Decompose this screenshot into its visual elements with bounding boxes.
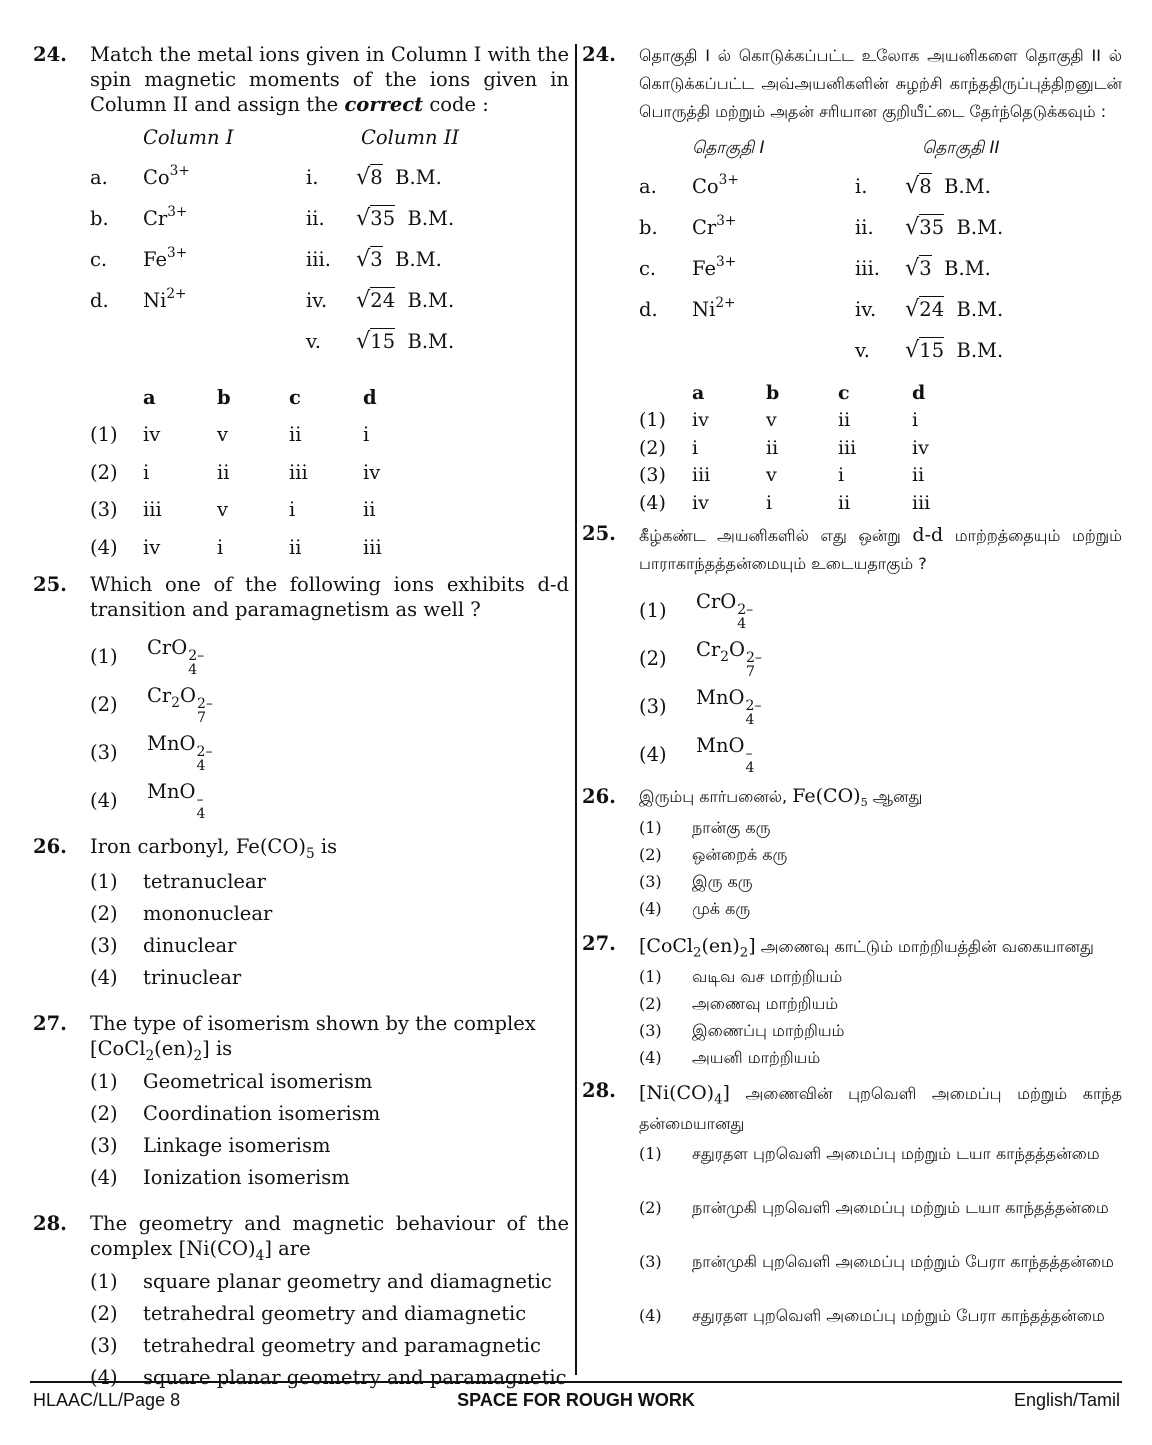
code-value: v: [766, 464, 777, 487]
unit: B.M.: [956, 339, 1004, 362]
code-value: i: [217, 535, 224, 559]
match-row: [639, 215, 1003, 256]
code-value: iv: [912, 436, 929, 459]
option-number: (4): [639, 491, 666, 514]
answer-option[interactable]: [90, 1301, 569, 1333]
option-number: (2): [639, 436, 666, 459]
ion-symbol: Ni: [692, 298, 716, 321]
answer-codes: [90, 378, 423, 566]
unit: B.M.: [407, 330, 455, 353]
option-number: (3): [639, 694, 667, 718]
answer-option[interactable]: [639, 730, 1122, 778]
option-number: (3): [639, 872, 662, 891]
ion-symbol: Fe: [692, 257, 717, 280]
code-value: v: [217, 423, 229, 447]
code-value: iv: [363, 460, 381, 484]
moment-value: 24: [919, 298, 945, 321]
formula: MnO 2– 4: [147, 732, 213, 774]
row-letter: a.: [90, 166, 108, 189]
question-27-en: [33, 1011, 569, 1197]
formula: MnO – 4: [696, 734, 755, 776]
moment-value: 15: [919, 339, 945, 362]
code-value: v: [766, 409, 777, 432]
option-number: (2): [639, 1198, 662, 1217]
option-text: இரு கரு: [692, 872, 753, 891]
tamil-column: [582, 42, 1122, 1367]
moment-value: 8: [919, 175, 932, 198]
answer-option[interactable]: [639, 407, 972, 435]
option-text: அயனி மாற்றியம்: [692, 1048, 821, 1067]
answer-option[interactable]: [639, 1303, 1122, 1357]
column-2-header: தொகுதி II: [922, 138, 1000, 158]
answer-option[interactable]: [639, 896, 1122, 923]
option-number: (3): [90, 934, 118, 957]
unit: B.M.: [395, 166, 442, 189]
option-number: (4): [90, 966, 118, 989]
ion-symbol: Co: [143, 166, 170, 189]
question-28-en: [33, 1211, 569, 1397]
code-header: d: [912, 381, 926, 404]
language-label: English/Tamil: [1013, 1390, 1120, 1410]
match-rows: [90, 165, 454, 370]
code-header: d: [363, 385, 377, 409]
code-value: ii: [766, 436, 779, 459]
code-header: b: [217, 385, 231, 409]
row-letter: d.: [639, 298, 658, 321]
option-text: நான்கு கரு: [692, 818, 771, 837]
question-text: $[CoCl_2(en)_2]$ அணைவு காட்டும் மாற்றியத்தின் வகையானது: [639, 935, 1094, 961]
option-text: Coordination isomerism: [143, 1102, 381, 1125]
formula: $Cr_2O$ 2– 7: [147, 684, 213, 726]
row-numeral: ii.: [855, 216, 874, 239]
moment-value: 15: [370, 330, 396, 353]
answer-option[interactable]: [639, 964, 1122, 991]
code-header: c: [838, 381, 850, 404]
answer-option[interactable]: [90, 933, 569, 965]
code-value: i: [692, 436, 699, 459]
answer-option[interactable]: [639, 682, 1122, 730]
answer-option[interactable]: [639, 815, 1122, 842]
sqrt-icon: √: [356, 164, 371, 190]
code-value: iv: [143, 423, 161, 447]
ion-symbol: Fe: [143, 248, 168, 271]
option-text: ஒன்றைக் கரு: [692, 845, 788, 864]
options: [90, 1269, 569, 1397]
ion-charge: 3+: [169, 163, 190, 180]
row-numeral: ii.: [306, 207, 325, 230]
code-header: c: [289, 385, 301, 409]
sqrt-icon: √: [905, 173, 920, 199]
code-value: iv: [692, 409, 709, 432]
option-number: (4): [639, 899, 662, 918]
question-number: 28.: [582, 1079, 616, 1102]
answer-option[interactable]: [90, 901, 569, 933]
option-number: (4): [90, 535, 118, 559]
option-number: (3): [90, 1334, 118, 1357]
column-2-header: Column II: [361, 126, 460, 149]
answer-option[interactable]: [90, 416, 423, 454]
answer-option[interactable]: [90, 632, 569, 680]
code-header-row: [90, 378, 423, 416]
sqrt-icon: √: [905, 214, 920, 240]
question-number: 28.: [33, 1212, 67, 1235]
row-numeral: v.: [306, 330, 321, 353]
answer-option[interactable]: [639, 435, 972, 463]
code-value: i: [289, 498, 296, 522]
moment-value: 35: [919, 216, 945, 239]
code-value: ii: [217, 460, 230, 484]
option-text: square planar geometry and paramagnetic: [143, 1366, 567, 1389]
row-letter: c.: [639, 257, 657, 280]
option-text: இணைப்பு மாற்றியம்: [692, 1021, 845, 1040]
answer-option[interactable]: [639, 1141, 1122, 1195]
row-numeral: i.: [306, 166, 319, 189]
code-value: iv: [692, 491, 709, 514]
option-number: (1): [90, 1070, 118, 1093]
answer-option[interactable]: [90, 1101, 569, 1133]
option-text: சதுரதள புறவெளி அமைப்பு மற்றும் டயா காந்தத்தன்மை: [692, 1144, 1100, 1163]
option-text: tetrahedral geometry and paramagnetic: [143, 1334, 541, 1357]
option-number: (4): [639, 1048, 662, 1067]
option-text: அணைவு மாற்றியம்: [692, 994, 839, 1013]
answer-option[interactable]: [90, 454, 423, 492]
answer-option[interactable]: [90, 1333, 569, 1365]
formula: $Cr_2O$ 2– 7: [696, 638, 762, 680]
unit: B.M.: [407, 289, 455, 312]
answer-option[interactable]: [90, 1165, 569, 1197]
match-table: [639, 136, 1000, 170]
answer-option[interactable]: [639, 1249, 1122, 1303]
answer-option[interactable]: [639, 991, 1122, 1018]
code-value: ii: [838, 491, 851, 514]
question-text: The geometry and magnetic behaviour of the complex $[Ni(CO)_4]$ are: [90, 1212, 569, 1264]
moment-value: 24: [370, 289, 396, 312]
sqrt-icon: √: [356, 205, 371, 231]
option-number: (2): [639, 994, 662, 1013]
option-number: (4): [90, 1366, 118, 1389]
options: [90, 1069, 569, 1197]
option-number: (1): [639, 818, 662, 837]
question-25-en: [33, 572, 569, 824]
ion-symbol: Co: [692, 175, 719, 198]
question-text: $[Ni(CO)_4]$ அணைவின் புறவெளி அமைப்பு மற்றும் காந்த தன்மையானது: [639, 1082, 1122, 1133]
question-number: 24.: [582, 43, 616, 66]
formula: MnO – 4: [147, 780, 206, 822]
moment-value: 3: [919, 257, 932, 280]
answer-option[interactable]: [90, 869, 569, 901]
option-number: (3): [90, 740, 118, 764]
row-numeral: iv.: [306, 289, 328, 312]
code-value: i: [363, 423, 370, 447]
option-text: mononuclear: [143, 902, 273, 925]
question-24-ta: [582, 42, 1122, 517]
question-text: தொகுதி I ல் கொடுக்கப்பட்ட உலோக அயனிகளை தொகுதி II ல் கொடுக்கப்பட்ட அவ்அயனிகளின் சுழற்சி காந்ததிருப்புத்திறனுடன் பொருத்தி மற்றும் அதன் சரியான குறியீட்டை தேர்ந்தெடுக்கவும் :: [639, 46, 1122, 121]
unit: B.M.: [956, 298, 1004, 321]
moment-value: 8: [370, 166, 383, 189]
unit: B.M.: [407, 207, 455, 230]
question-text: கீழ்கண்ட அயனிகளில் எது ஒன்று d-d மாற்றத்தையும் மற்றும் பாராகாந்தத்தன்மையும் உடையதாகும் ?: [639, 524, 1122, 573]
match-row: [90, 329, 454, 370]
option-number: (2): [90, 692, 118, 716]
unit: B.M.: [944, 257, 991, 280]
option-number: (2): [90, 1302, 118, 1325]
option-number: (1): [639, 598, 667, 622]
code-value: iii: [912, 491, 931, 514]
column-1-header: தொகுதி I: [692, 138, 765, 158]
option-number: (2): [639, 845, 662, 864]
row-letter: b.: [90, 207, 109, 230]
options: [639, 586, 1122, 778]
code-header: a: [143, 385, 156, 409]
option-text: tetrahedral geometry and diamagnetic: [143, 1302, 527, 1325]
code-value: iii: [143, 498, 162, 522]
option-number: (4): [639, 1306, 662, 1325]
row-numeral: i.: [855, 175, 868, 198]
question-text: இரும்பு கார்பனைல், $Fe(CO)_5$ ஆனது: [639, 785, 923, 809]
answer-option[interactable]: [639, 842, 1122, 869]
question-26-ta: [582, 784, 1122, 923]
code-value: i: [912, 409, 919, 432]
answer-option[interactable]: [639, 869, 1122, 896]
options: [639, 964, 1122, 1072]
code-value: ii: [912, 464, 925, 487]
question-28-ta: [582, 1078, 1122, 1357]
answer-option[interactable]: [90, 965, 569, 997]
question-number: 27.: [582, 932, 616, 955]
code-value: ii: [289, 535, 302, 559]
question-25-ta: [582, 521, 1122, 778]
answer-option[interactable]: [90, 1269, 569, 1301]
code-value: iv: [143, 535, 161, 559]
option-text: சதுரதள புறவெளி அமைப்பு மற்றும் பேரா காந்தத்தன்மை: [692, 1306, 1105, 1325]
code-value: ii: [363, 498, 376, 522]
answer-option[interactable]: [639, 586, 1122, 634]
answer-option[interactable]: [90, 776, 569, 824]
sqrt-icon: √: [356, 246, 371, 272]
ion-charge: 2+: [166, 286, 187, 303]
ion-charge: 2+: [715, 295, 736, 312]
question-text: Match the metal ions given in Column I with the spin magnetic moments of the ions given in Column II and assign the correct code :: [90, 43, 569, 116]
code-value: i: [143, 460, 150, 484]
question-27-ta: [582, 931, 1122, 1072]
match-row: [639, 297, 1003, 338]
option-text: square planar geometry and diamagnetic: [143, 1270, 552, 1293]
answer-option[interactable]: [90, 728, 569, 776]
question-26-en: [33, 834, 569, 997]
row-numeral: v.: [855, 339, 870, 362]
code-value: v: [217, 498, 229, 522]
match-row: [90, 165, 454, 206]
answer-option[interactable]: [90, 529, 423, 567]
options: [90, 869, 569, 997]
code-value: iii: [838, 436, 857, 459]
answer-codes: [639, 379, 972, 517]
code-value: ii: [838, 409, 851, 432]
match-row: [639, 174, 1003, 215]
formula: CrO 2– 4: [696, 590, 754, 632]
sqrt-icon: √: [356, 287, 371, 313]
page-id: HLAAC/LL/Page 8: [33, 1390, 181, 1410]
option-number: (2): [90, 902, 118, 925]
match-row: [639, 256, 1003, 297]
answer-option[interactable]: [90, 491, 423, 529]
option-number: (3): [90, 1134, 118, 1157]
options: [639, 815, 1122, 923]
code-header: b: [766, 381, 780, 404]
moment-value: 3: [370, 248, 383, 271]
question-24-en: [33, 42, 569, 566]
code-value: ii: [289, 423, 302, 447]
option-number: (3): [90, 498, 118, 522]
answer-option[interactable]: [639, 462, 972, 490]
question-text: The type of isomerism shown by the complex $[CoCl_2(en)_2]$ is: [90, 1012, 536, 1064]
options: [90, 632, 569, 824]
question-number: 25.: [33, 573, 67, 596]
code-value: i: [766, 491, 773, 514]
match-table: [90, 125, 459, 161]
question-number: 25.: [582, 522, 616, 545]
ion-charge: 3+: [716, 254, 737, 271]
option-text: trinuclear: [143, 966, 242, 989]
option-number: (2): [639, 646, 667, 670]
answer-option[interactable]: [639, 1045, 1122, 1072]
answer-option[interactable]: [639, 1018, 1122, 1045]
question-text: Iron carbonyl, $Fe(CO)_5$ is: [90, 835, 338, 862]
answer-option[interactable]: [639, 1195, 1122, 1249]
option-text: நான்முகி புறவெளி அமைப்பு மற்றும் பேரா காந்தத்தன்மை: [692, 1252, 1114, 1271]
option-text: Linkage isomerism: [143, 1134, 331, 1157]
option-number: (4): [90, 788, 118, 812]
option-number: (3): [639, 464, 666, 487]
ion-charge: 3+: [167, 204, 188, 221]
option-number: (1): [90, 870, 118, 893]
option-text: Ionization isomerism: [143, 1166, 350, 1189]
unit: B.M.: [944, 175, 991, 198]
row-numeral: iii.: [306, 248, 331, 271]
question-number: 26.: [582, 785, 616, 808]
code-header-row: [639, 379, 972, 407]
match-row: [90, 288, 454, 329]
option-number: (1): [90, 423, 118, 447]
option-text: நான்முகி புறவெளி அமைப்பு மற்றும் டயா காந்தத்தன்மை: [692, 1198, 1109, 1217]
row-numeral: iii.: [855, 257, 880, 280]
match-row: [90, 247, 454, 288]
moment-value: 35: [370, 207, 396, 230]
column-1-header: Column I: [143, 126, 234, 149]
option-text: Geometrical isomerism: [143, 1070, 373, 1093]
ion-symbol: Cr: [692, 216, 717, 239]
ion-charge: 3+: [716, 213, 737, 230]
ion-symbol: Cr: [143, 207, 168, 230]
question-text: Which one of the following ions exhibits d-d transition and paramagnetism as well ?: [90, 573, 569, 621]
option-number: (1): [639, 409, 666, 432]
option-number: (4): [90, 1166, 118, 1189]
option-text: வடிவ வச மாற்றியம்: [692, 967, 843, 986]
option-number: (1): [90, 644, 118, 668]
english-column: [33, 42, 569, 1407]
answer-option[interactable]: [90, 1069, 569, 1101]
unit: B.M.: [395, 248, 442, 271]
option-number: (1): [639, 1144, 662, 1163]
code-value: iii: [692, 464, 711, 487]
answer-option[interactable]: [90, 1133, 569, 1165]
row-letter: b.: [639, 216, 658, 239]
code-header: a: [692, 381, 705, 404]
match-rows: [639, 174, 1003, 379]
rough-work-label: SPACE FOR ROUGH WORK: [457, 1390, 695, 1410]
option-text: dinuclear: [143, 934, 237, 957]
code-value: iii: [363, 535, 382, 559]
sqrt-icon: √: [905, 337, 920, 363]
match-row: [90, 206, 454, 247]
row-numeral: iv.: [855, 298, 877, 321]
option-number: (4): [639, 742, 667, 766]
options: [639, 1141, 1122, 1357]
row-letter: d.: [90, 289, 109, 312]
sqrt-icon: √: [905, 255, 920, 281]
question-number: 26.: [33, 835, 67, 858]
question-number: 24.: [33, 43, 67, 66]
sqrt-icon: √: [905, 296, 920, 322]
formula: CrO 2– 4: [147, 636, 205, 678]
answer-option[interactable]: [90, 680, 569, 728]
match-row: [639, 338, 1003, 379]
code-value: iii: [289, 460, 308, 484]
ion-symbol: Ni: [143, 289, 167, 312]
option-number: (2): [90, 1102, 118, 1125]
option-number: (3): [639, 1021, 662, 1040]
option-number: (3): [639, 1252, 662, 1271]
option-text: tetranuclear: [143, 870, 266, 893]
option-number: (1): [90, 1270, 118, 1293]
ion-charge: 3+: [167, 245, 188, 262]
row-letter: a.: [639, 175, 657, 198]
option-number: (1): [639, 967, 662, 986]
question-number: 27.: [33, 1012, 67, 1035]
answer-option[interactable]: [639, 490, 972, 518]
sqrt-icon: √: [356, 328, 371, 354]
unit: B.M.: [956, 216, 1004, 239]
row-letter: c.: [90, 248, 108, 271]
column-divider: [575, 44, 577, 1375]
option-number: (2): [90, 460, 118, 484]
option-text: முக் கரு: [692, 899, 751, 918]
code-value: i: [838, 464, 845, 487]
ion-charge: 3+: [718, 172, 739, 189]
formula: MnO 2– 4: [696, 686, 762, 728]
answer-option[interactable]: [639, 634, 1122, 682]
